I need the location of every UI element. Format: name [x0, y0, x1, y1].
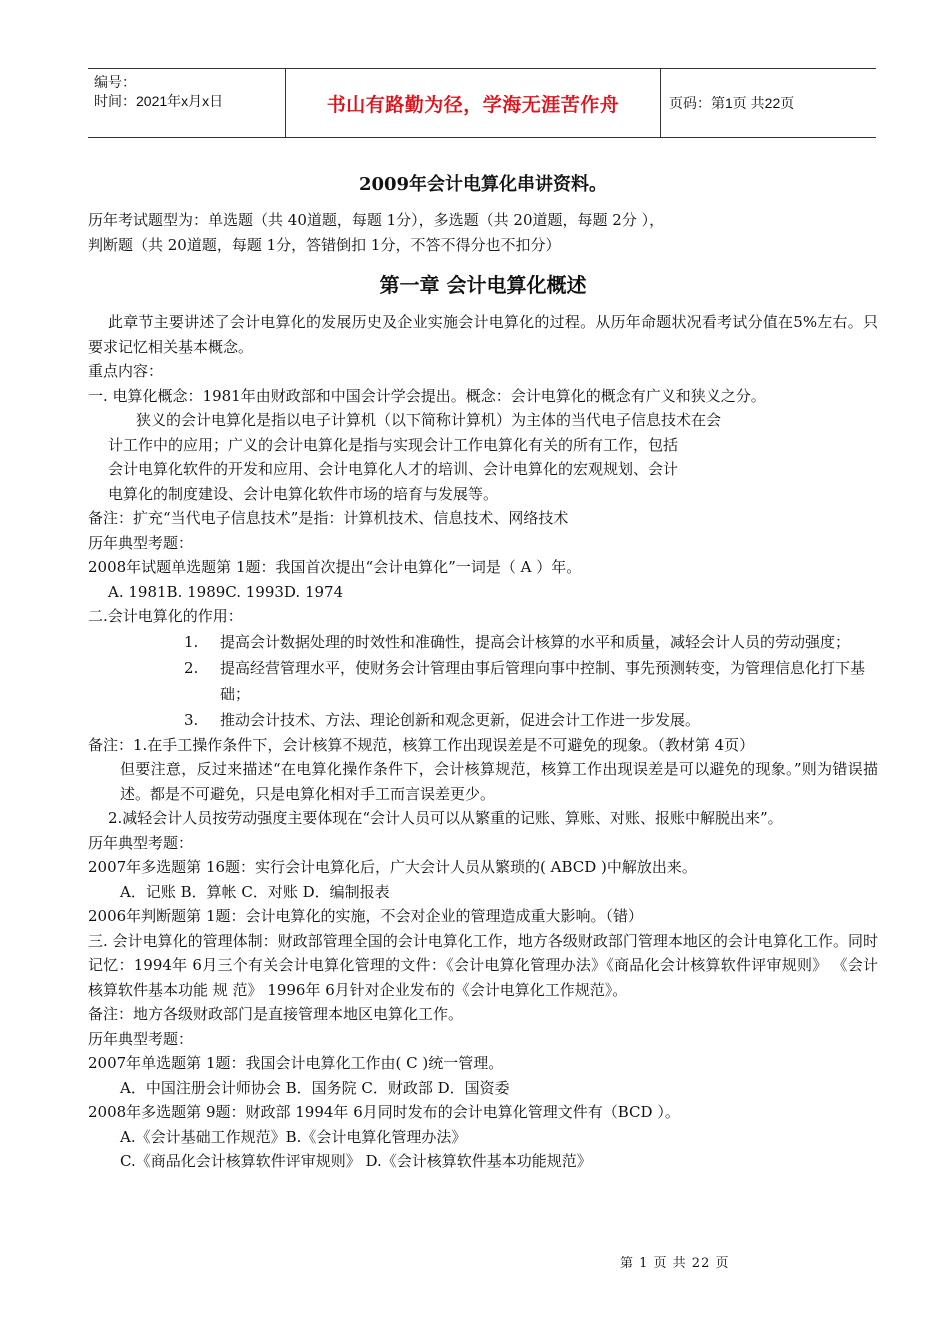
question-5-options-1: A.《会计基础工作规范》B.《会计电算化管理办法》: [120, 1127, 467, 1146]
section-2-list: [88, 629, 878, 733]
question-3: 2006年判断题第 1题：会计电算化的实施，不会对企业的管理造成重大影响。（错）: [88, 907, 643, 925]
list-text: 提高经营管理水平，使财务会计管理由事后管理向事中控制、事先预测转变，为管理信息化打下基础；: [220, 658, 866, 703]
past-questions-label: 历年典型考题：: [88, 1029, 194, 1048]
section-2-note-1: 备注：1.在手工操作条件下，会计核算不规范，核算工作出现误差是不可避免的现象。（教材第 4页）: [88, 735, 755, 754]
question-5: 2008年多选题第 9题：财政部 1994年 6月同时发布的会计电算化管理文件有（BCD ）。: [88, 1103, 680, 1121]
list-text: 推动会计技术、方法、理论创新和观念更新，促进会计工作进一步发展。: [220, 710, 701, 729]
question-1: 2008年试题单选题第 1题：我国首次提出“会计电算化”一词是（ A ）年。: [88, 558, 582, 576]
question-4-options: A．中国注册会计师协会 B．国务院 C．财政部 D．国资委: [120, 1078, 510, 1097]
header-meta: [88, 69, 286, 137]
past-questions-label: 历年典型考题：: [88, 833, 194, 852]
header-page-number: 页码：第1页 共22页: [669, 95, 795, 111]
list-number: 3.: [184, 710, 199, 729]
list-text: 提高会计数据处理的时效性和准确性，提高会计核算的水平和质量，减轻会计人员的劳动强度；: [220, 632, 851, 651]
section-1-heading: 一. 电算化概念：1981年由财政部和中国会计学会提出。概念：会计电算化的概念有广义和狭义之分。: [88, 386, 766, 405]
header-motto: 书山有路勤为径，学海无涯苦作舟: [286, 69, 661, 137]
document-header: [88, 68, 876, 138]
list-item: [184, 629, 878, 655]
section-1-line: 会计电算化软件的开发和应用、会计电算化人才的培训、会计电算化的宏观规划、会计: [108, 460, 679, 478]
list-item: [184, 655, 878, 707]
question-5-options-2: C.《商品化会计核算软件评审规则》 D.《会计核算软件基本功能规范》: [120, 1152, 592, 1170]
section-3-heading: 三. 会计电算化的管理体制：财政部管理全国的会计电算化工作，地方各级财政部门管理本地区的会计电算化工作。同时记忆：1994年 6月三个有关会计电算化管理的文件：《会计电算化管理办法》《商品化会计核算软件评审规则》 《会计核算软件基本功能 规 范》 1996年 6月针对企业发布的《会计电算化工作规范》。: [88, 931, 878, 999]
key-points-label: 重点内容：: [88, 362, 164, 380]
section-2-heading: 二.会计电算化的作用：: [88, 607, 243, 625]
section-3-note: 备注：地方各级财政部门是直接管理本地区电算化工作。: [88, 1005, 464, 1023]
past-questions-label: 历年典型考题：: [88, 533, 194, 552]
question-4: 2007年单选题第 1题：我国会计电算化工作由( C )统一管理。: [88, 1054, 504, 1072]
question-2: 2007年多选题第 16题：实行会计电算化后，广大会计人员从繁琐的( ABCD )中解放出来。: [88, 858, 697, 876]
question-1-options: A. 1981B. 1989C. 1993D. 1974: [108, 582, 344, 601]
intro-line-2: 判断题（共 20道题，每题 1分，答错倒扣 1分，不答不得分也不扣分）: [88, 235, 561, 254]
chapter-title: 第一章 会计电算化概述: [379, 273, 587, 297]
intro-line-1: 历年考试题型为：单选题（共 40道题，每题 1分），多选题（共 20道题，每题 2分 ），: [88, 211, 665, 229]
header-number: 编号：: [94, 74, 136, 90]
list-number: 2.: [184, 658, 199, 677]
section-1-line: 狭义的会计电算化是指以电子计算机（以下简称计算机）为主体的当代电子信息技术在会: [136, 411, 722, 429]
section-1-line: 计工作中的应用；广义的会计电算化是指与实现会计工作电算化有关的所有工作，包括: [108, 435, 679, 454]
document-body: [88, 170, 878, 1174]
list-item: [184, 707, 878, 733]
page-footer: 第 1 页 共 22 页: [620, 1256, 730, 1271]
list-number: 1.: [184, 632, 199, 651]
header-date: 时间：2021年x月x日: [94, 93, 224, 109]
overview-paragraph: 此章节主要讲述了会计电算化的发展历史及企业实施会计电算化的过程。从历年命题状况看考试分值在5%左右。只要求记忆相关基本概念。: [88, 313, 878, 356]
section-1-note: 备注：扩充“当代电子信息技术”是指：计算机技术、信息技术、网络技术: [88, 509, 569, 527]
section-2-note-1b: 但要注意，反过来描述“在电算化操作条件下，会计核算规范，核算工作出现误差是可以避免的现象。”则为错误描述。都是不可避免，只是电算化相对手工而言误差更少。: [120, 760, 878, 803]
section-2-note-2: 2.减轻会计人员按劳动强度主要体现在“会计人员可以从繁重的记账、算账、对账、报账中解脱出来”。: [108, 809, 783, 827]
document-title: 2009年会计电算化串讲资料。: [358, 174, 608, 195]
section-1-line: 电算化的制度建设、会计电算化软件市场的培育与发展等。: [108, 484, 499, 503]
question-2-options: A．记账 B．算帐 C．对账 D．编制报表: [120, 882, 390, 901]
